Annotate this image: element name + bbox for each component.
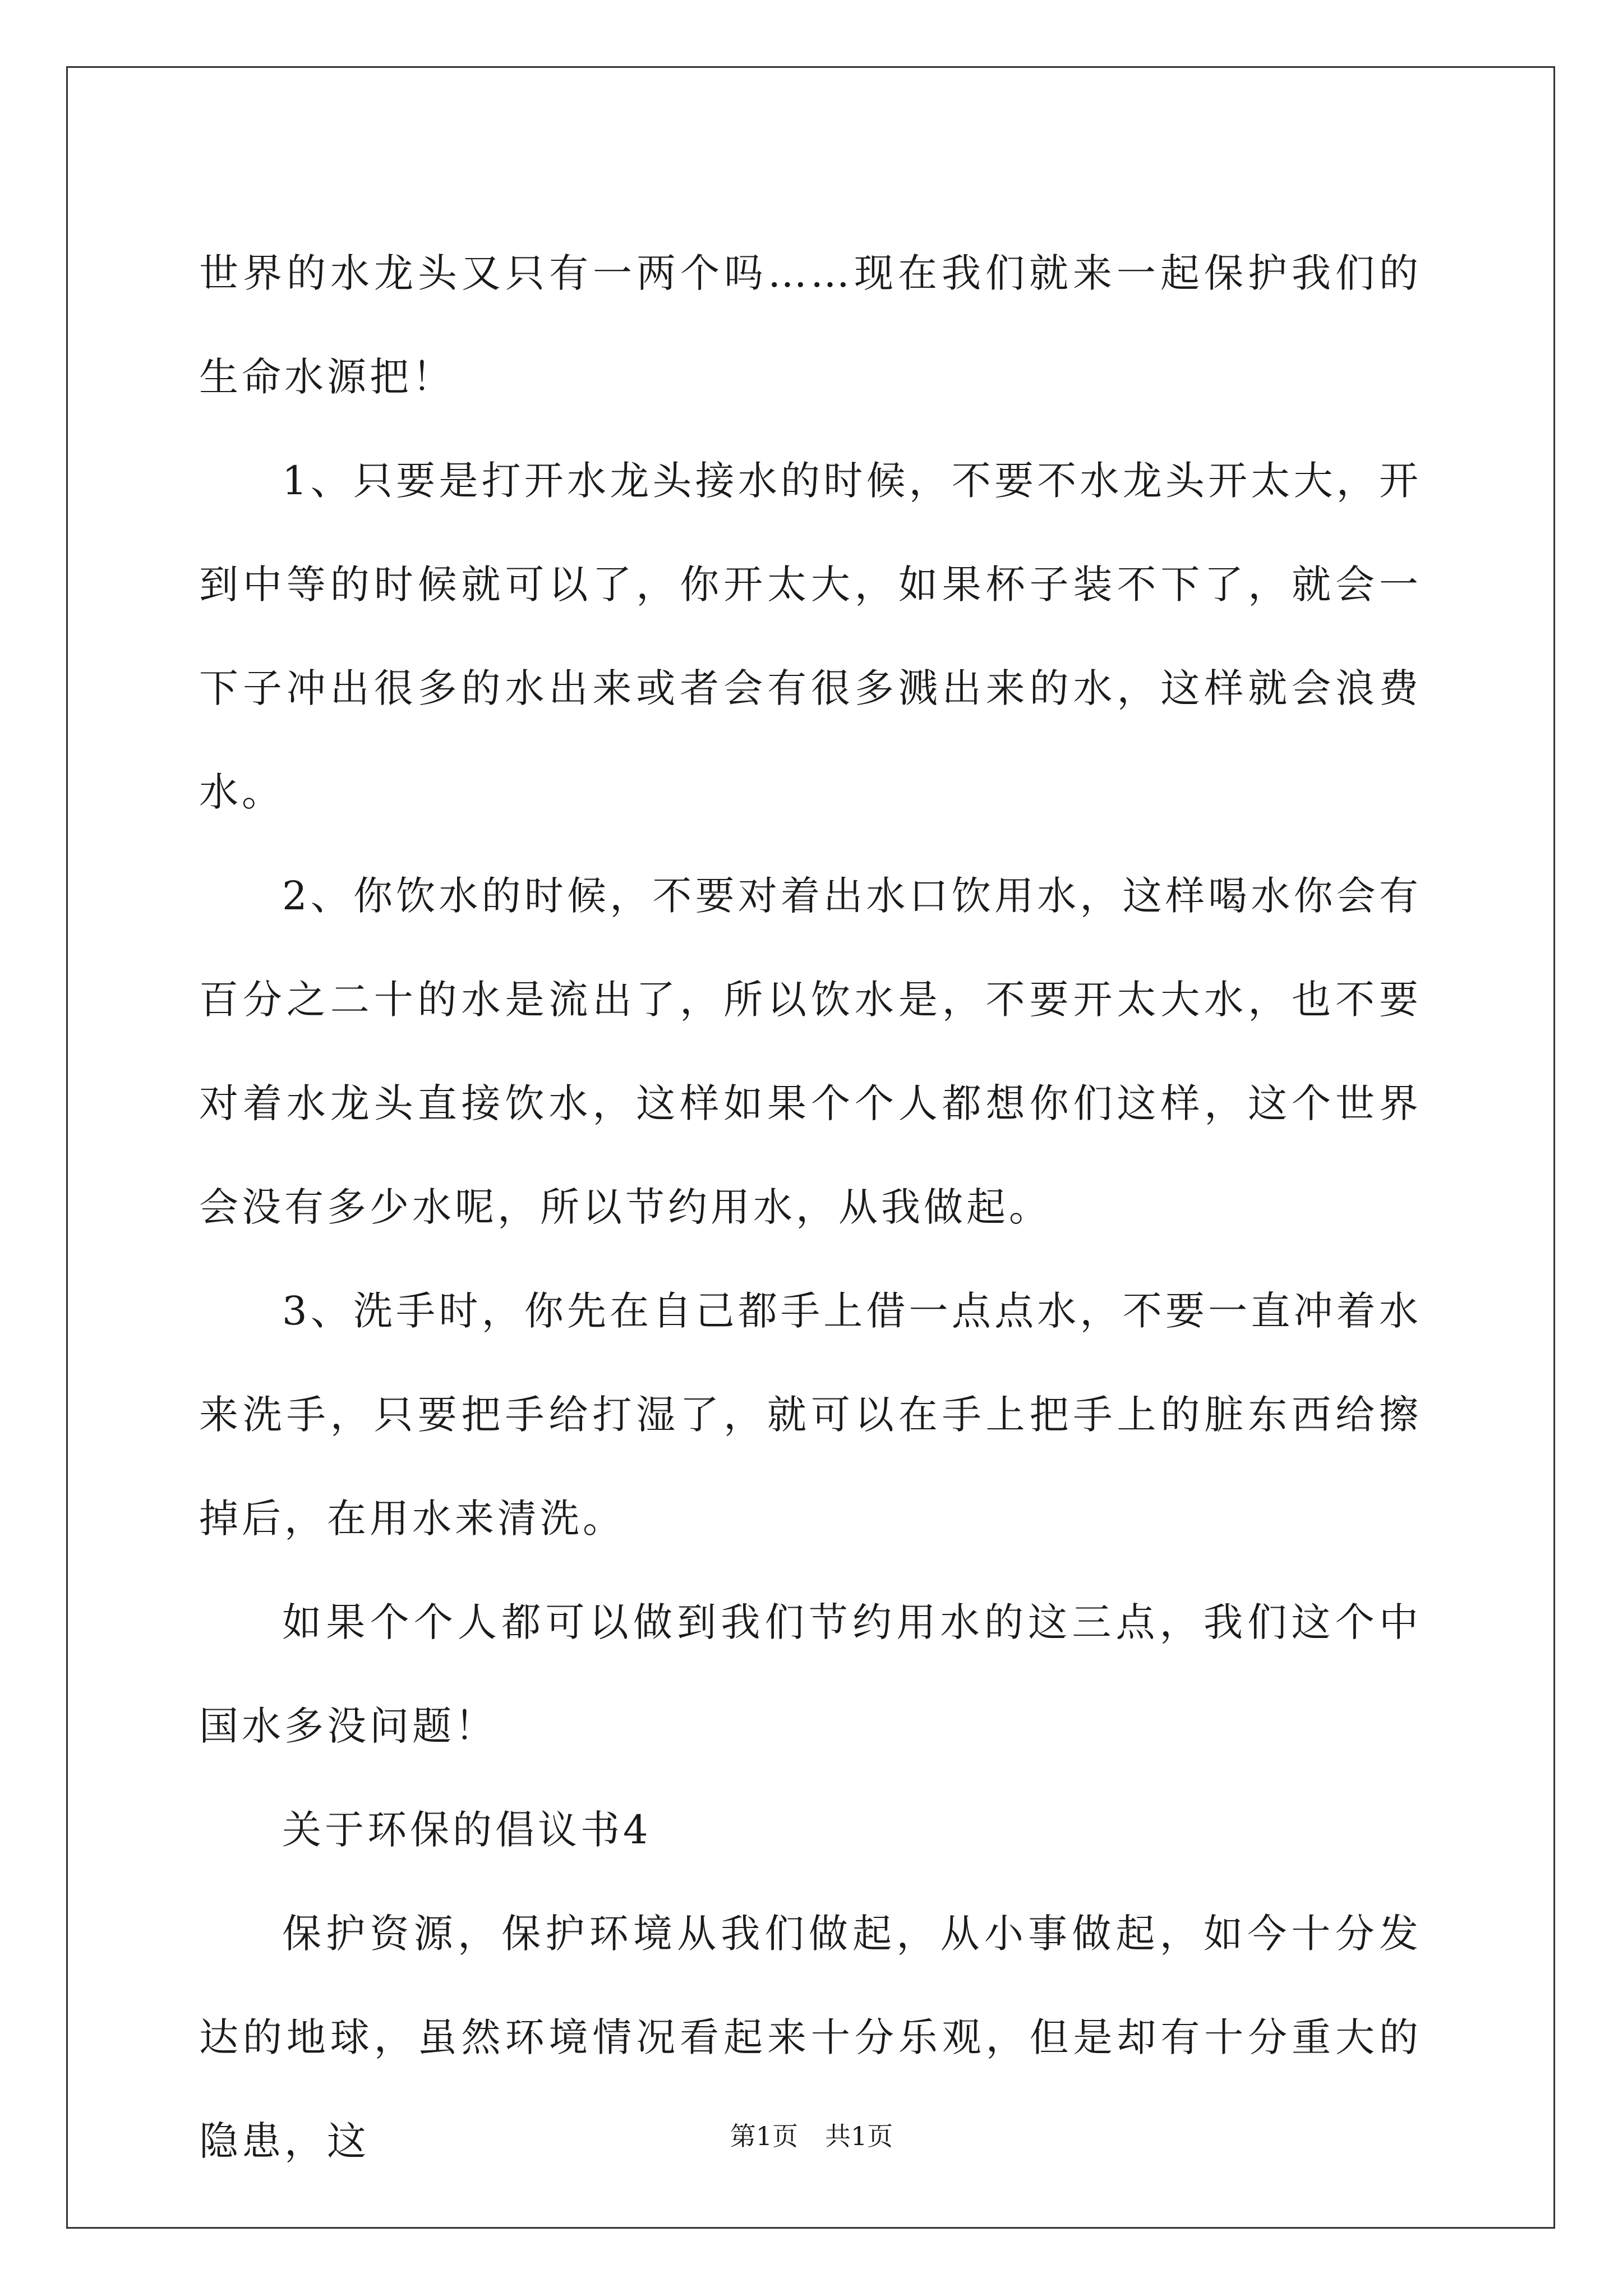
document-body	[199, 222, 1422, 2193]
paragraph-tip-2: 2、你饮水的时候，不要对着出水口饮用水，这样喝水你会有百分之二十的水是流出了，所以饮水是，不要开太大水，也不要对着水龙头直接饮水，这样如果个个人都想你们这样，这个世界会没有多少水呢，所以节约用水，从我做起。	[199, 873, 1422, 1230]
paragraph-tip-1: 1、只要是打开水龙头接水的时候，不要不水龙头开太大，开到中等的时候就可以了，你开太大，如果杯子装不下了，就会一下子冲出很多的水出来或者会有很多溅出来的水，这样就会浪费水。	[199, 458, 1422, 815]
section-heading: 关于环保的倡议书4	[282, 1807, 652, 1853]
paragraph-conclusion: 如果个个人都可以做到我们节约用水的这三点，我们这个中国水多没问题！	[199, 1599, 1422, 1749]
paragraph-continuation: 世界的水龙头又只有一两个吗……现在我们就来一起保护我们的生命水源把！	[199, 250, 1422, 400]
page-footer	[0, 2119, 1623, 2153]
page-total: 共1页	[825, 2121, 893, 2151]
paragraph-intro: 保护资源，保护环境从我们做起，从小事做起，如今十分发达的地球，虽然环境情况看起来十分乐观，但是却有十分重大的隐患，这	[199, 1911, 1422, 2164]
paragraph-tip-3: 3、洗手时，你先在自己都手上借一点点水，不要一直冲着水来洗手，只要把手给打湿了，就可以在手上把手上的脏东西给擦掉后，在用水来清洗。	[199, 1288, 1422, 1542]
page-number: 第1页	[730, 2121, 798, 2151]
